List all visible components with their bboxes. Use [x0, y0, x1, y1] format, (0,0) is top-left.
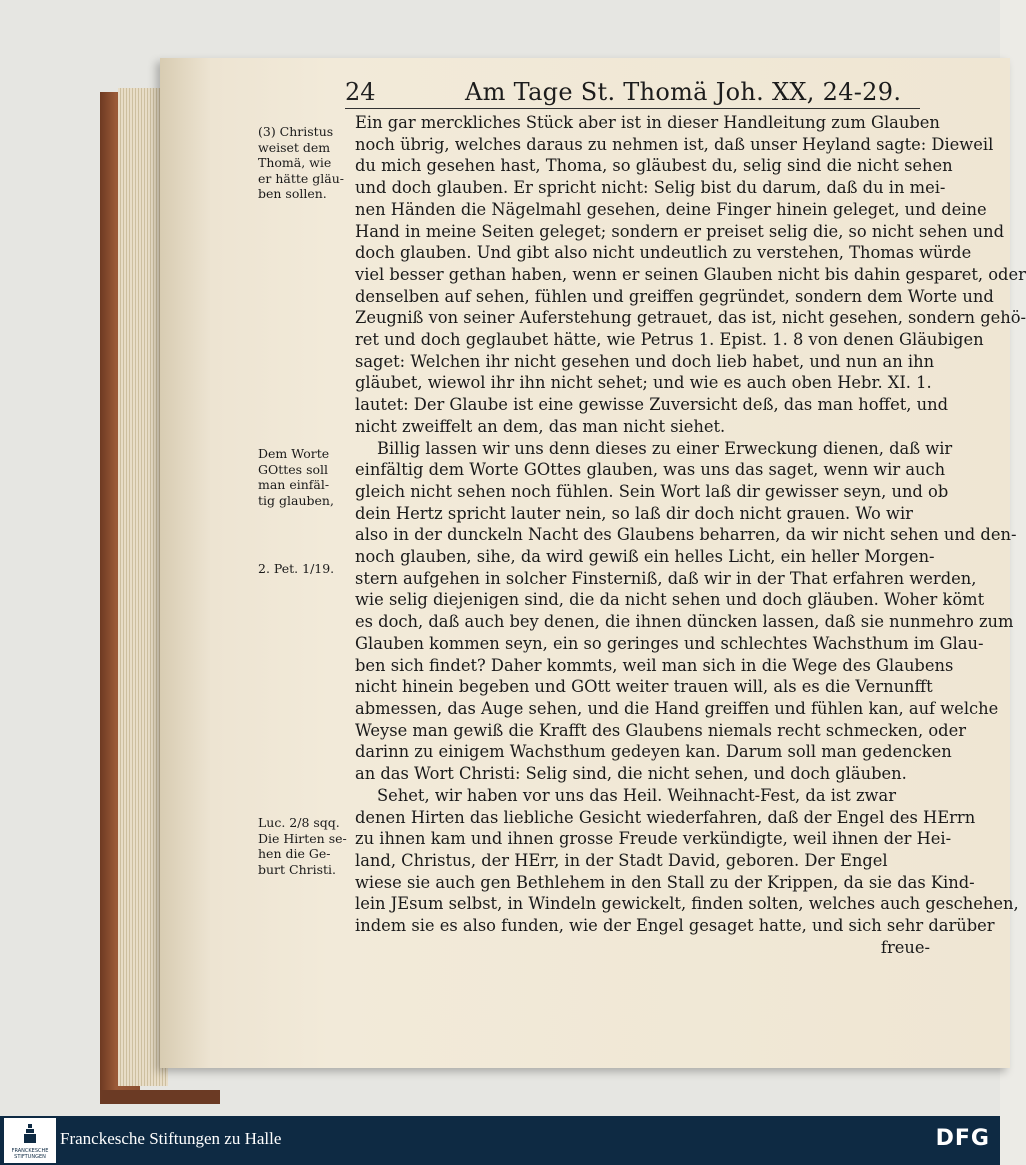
text-line: denen Hirten das liebliche Gesicht wiederfahren, daß der Engel des HErrn: [355, 807, 976, 827]
text-line: du mich gesehen hast, Thoma, so gläubest du, selig sind die nicht sehen: [355, 156, 953, 176]
marginal-note-line: Die Hirten se-: [258, 830, 347, 846]
text-line: noch übrig, welches daraus zu nehmen ist, daß unser Heyland sagte: Dieweil: [355, 134, 994, 154]
marginal-note-line: Dem Worte: [258, 446, 330, 461]
text-line: es doch, daß auch bey denen, die ihnen düncken lassen, daß sie nunmehro zum: [355, 612, 1014, 632]
text-line: nen Händen die Nägelmahl gesehen, deine Finger hinein geleget, und deine: [355, 199, 987, 219]
body-text: [355, 112, 1026, 958]
book-cover-bottom: [100, 1090, 220, 1104]
text-line: Zeugniß von seiner Auferstehung getrauet, das ist, nicht gesehen, sondern gehö-: [355, 308, 1026, 328]
text-line: gleich nicht sehen noch fühlen. Sein Wort laß dir gewisser seyn, und ob: [355, 481, 949, 501]
text-line: Ein gar merckliches Stück aber ist in dieser Handleitung zum Glauben: [355, 113, 940, 132]
text-line: gläubet, wiewol ihr ihn nicht sehet; und wie es auch oben Hebr. XI. 1.: [355, 373, 932, 393]
text-line: ret und doch geglaubet hätte, wie Petrus 1. Epist. 1. 8 von denen Gläubigen: [355, 330, 984, 350]
text-line: und doch glauben. Er spricht nicht: Selig bist du darum, daß du in mei-: [355, 178, 946, 198]
text-line: denselben auf sehen, fühlen und greiffen gegründet, sondern dem Worte und: [355, 286, 994, 306]
text-line: an das Wort Christi: Selig sind, die nicht sehen, und doch gläuben.: [355, 764, 907, 784]
building-icon: [24, 1124, 36, 1144]
text-line: freue-: [880, 937, 930, 957]
text-line: stern aufgehen in solcher Finsterniß, daß wir in der That erfahren werden,: [355, 568, 977, 588]
text-line: nicht hinein begeben und GOtt weiter trauen will, als es die Vernunfft: [355, 677, 933, 697]
marginal-note-line: Thomä, wie: [258, 155, 332, 170]
text-line: also in der dunckeln Nacht des Glaubens beharren, da wir nicht sehen und den-: [355, 525, 1017, 545]
text-line: einfältig dem Worte GOttes glauben, was uns das saget, wenn wir auch: [355, 460, 946, 480]
text-line: wie selig diejenigen sind, die da nicht sehen und doch gläuben. Woher kömt: [355, 590, 985, 610]
text-line: dein Hertz spricht lauter nein, so laß dir doch nicht grauen. Wo wir: [355, 503, 913, 523]
text-line: Sehet, wir haben vor uns das Heil. Weihnacht-Fest, da ist zwar: [377, 785, 896, 805]
page-number: 24: [345, 78, 376, 106]
text-line: zu ihnen kam und ihnen grosse Freude verkündigte, weil ihnen der Hei-: [355, 829, 952, 849]
institution-name[interactable]: Franckesche Stiftungen zu Halle: [60, 1129, 282, 1148]
text-line: abmessen, das Auge sehen, und die Hand greiffen und fühlen kan, auf welche: [355, 698, 999, 718]
text-line: ben sich findet? Daher kommts, weil man sich in die Wege des Glaubens: [355, 655, 954, 675]
marginal-note-line: burt Christi.: [258, 861, 337, 877]
running-head: Am Tage St. Thomä Joh. XX, 24-29.: [465, 78, 902, 106]
logo-text: FRANCKESCHE STIFTUNGEN: [11, 1148, 49, 1160]
marginal-note-line: GOttes soll: [258, 461, 329, 477]
text-line: Hand in meine Seiten geleget; sondern er preiset selig die, so nicht sehen und: [355, 221, 1005, 241]
marginal-note-line: man einfäl-: [258, 477, 330, 492]
franckesche-logo[interactable]: [4, 1118, 56, 1163]
marginal-note-line: 2. Pet. 1/19.: [258, 561, 335, 576]
marginal-note-line: er hätte gläu-: [258, 170, 344, 186]
marginal-note-line: Luc. 2/8 sqq.: [258, 815, 340, 830]
text-line: wiese sie auch gen Bethlehem in den Stall zu der Krippen, da sie das Kind-: [355, 872, 975, 892]
text-line: indem sie es also funden, wie der Engel gesaget hatte, und sich sehr darüber: [355, 916, 995, 936]
text-line: land, Christus, der HErr, in der Stadt David, geboren. Der Engel: [355, 850, 888, 870]
text-line: lautet: Der Glaube ist eine gewisse Zuversicht deß, das man hoffet, und: [355, 395, 949, 415]
text-line: nicht zweiffelt an dem, das man nicht siehet.: [355, 416, 726, 436]
marginal-note: [258, 446, 334, 508]
text-line: Billig lassen wir uns denn dieses zu einer Erweckung dienen, daß wir: [377, 438, 953, 458]
marginal-note: [258, 815, 347, 877]
viewer-footer: [0, 1116, 1000, 1165]
header-rule: [345, 108, 920, 109]
marginal-note: [258, 561, 334, 577]
text-line: saget: Welchen ihr nicht gesehen und doch lieb habet, und nun an ihn: [355, 351, 935, 371]
text-line: Glauben kommen seyn, ein so geringes und schlechtes Wachsthum im Glau-: [355, 633, 984, 653]
marginal-note-line: hen die Ge-: [258, 846, 331, 861]
text-line: noch glauben, sihe, da wird gewiß ein helles Licht, ein heller Morgen-: [355, 547, 935, 567]
text-line: lein JEsum selbst, in Windeln gewickelt, finden solten, welches auch geschehen,: [355, 894, 1019, 914]
marginal-note-line: ben sollen.: [258, 186, 327, 201]
marginal-note-line: tig glauben,: [258, 492, 334, 508]
text-line: doch glauben. Und gibt also nicht undeutlich zu verstehen, Thomas würde: [355, 243, 972, 263]
page-header: [345, 78, 925, 108]
marginal-note: [258, 124, 344, 202]
text-line: viel besser gethan haben, wenn er seinen Glauben nicht bis dahin gesparet, oder: [355, 264, 1026, 284]
marginal-note-line: weiset dem: [258, 139, 331, 155]
marginal-note-line: (3) Christus: [258, 124, 334, 139]
text-line: Weyse man gewiß die Krafft des Glaubens niemals recht schmecken, oder: [355, 720, 966, 740]
text-line: darinn zu einigem Wachsthum gedeyen kan. Darum soll man gedencken: [355, 742, 952, 762]
dfg-logo[interactable]: DFG: [935, 1126, 990, 1151]
